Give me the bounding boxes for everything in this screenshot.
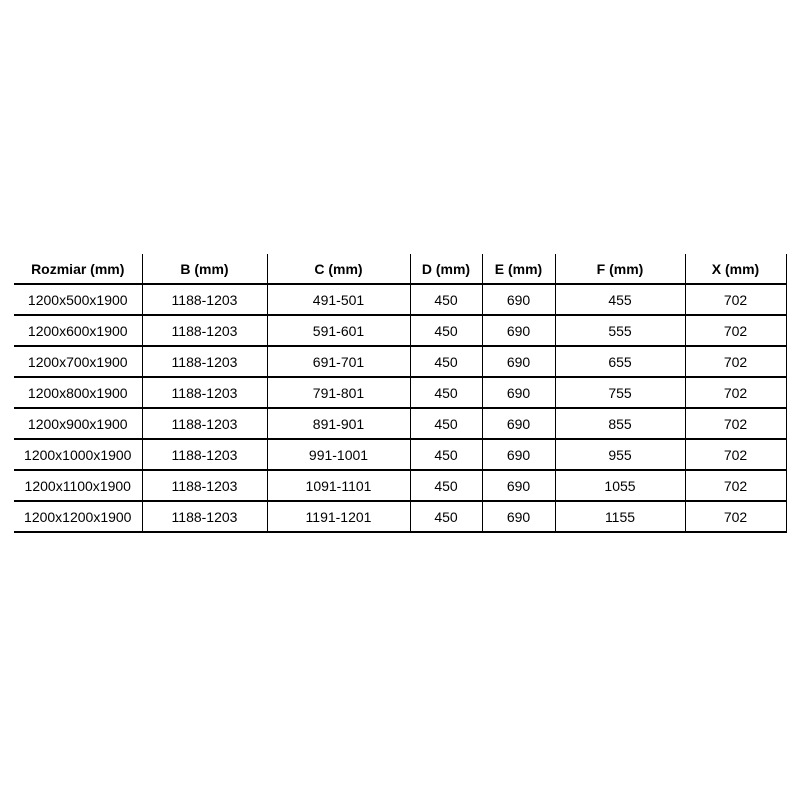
table-cell: 450 bbox=[410, 408, 482, 439]
column-header: F (mm) bbox=[555, 254, 685, 284]
table-cell: 1188-1203 bbox=[142, 315, 267, 346]
table-row bbox=[14, 284, 786, 315]
table-cell: 1200x500x1900 bbox=[14, 284, 142, 315]
table-cell: 702 bbox=[685, 284, 786, 315]
table-cell: 1188-1203 bbox=[142, 346, 267, 377]
table-body bbox=[14, 284, 786, 532]
table-cell: 450 bbox=[410, 439, 482, 470]
table-cell: 690 bbox=[482, 315, 555, 346]
table-cell: 1188-1203 bbox=[142, 470, 267, 501]
table-cell: 690 bbox=[482, 439, 555, 470]
table-cell: 1191-1201 bbox=[267, 501, 410, 532]
table-cell: 591-601 bbox=[267, 315, 410, 346]
table-cell: 690 bbox=[482, 377, 555, 408]
table-cell: 1091-1101 bbox=[267, 470, 410, 501]
table-head bbox=[14, 254, 786, 284]
table-row bbox=[14, 346, 786, 377]
column-header: B (mm) bbox=[142, 254, 267, 284]
column-header: Rozmiar (mm) bbox=[14, 254, 142, 284]
table-cell: 655 bbox=[555, 346, 685, 377]
table-cell: 1188-1203 bbox=[142, 408, 267, 439]
table-cell: 690 bbox=[482, 346, 555, 377]
column-header: C (mm) bbox=[267, 254, 410, 284]
table-cell: 1188-1203 bbox=[142, 284, 267, 315]
table-cell: 755 bbox=[555, 377, 685, 408]
table-cell: 702 bbox=[685, 315, 786, 346]
table-cell: 450 bbox=[410, 377, 482, 408]
table-cell: 690 bbox=[482, 470, 555, 501]
table-cell: 491-501 bbox=[267, 284, 410, 315]
table-cell: 1188-1203 bbox=[142, 439, 267, 470]
table-row bbox=[14, 439, 786, 470]
table-cell: 1188-1203 bbox=[142, 377, 267, 408]
table-cell: 702 bbox=[685, 501, 786, 532]
table-row bbox=[14, 470, 786, 501]
table-cell: 955 bbox=[555, 439, 685, 470]
table-row bbox=[14, 408, 786, 439]
table-cell: 690 bbox=[482, 284, 555, 315]
dimensions-spec-table bbox=[14, 254, 787, 533]
table-cell: 450 bbox=[410, 315, 482, 346]
column-header: E (mm) bbox=[482, 254, 555, 284]
table-cell: 690 bbox=[482, 501, 555, 532]
table-cell: 1200x600x1900 bbox=[14, 315, 142, 346]
table-cell: 1200x700x1900 bbox=[14, 346, 142, 377]
table-cell: 450 bbox=[410, 284, 482, 315]
table-cell: 1188-1203 bbox=[142, 501, 267, 532]
table-cell: 1200x900x1900 bbox=[14, 408, 142, 439]
table-cell: 891-901 bbox=[267, 408, 410, 439]
table-cell: 702 bbox=[685, 439, 786, 470]
table-cell: 555 bbox=[555, 315, 685, 346]
table-cell: 450 bbox=[410, 501, 482, 532]
table-row bbox=[14, 501, 786, 532]
column-header: X (mm) bbox=[685, 254, 786, 284]
table-cell: 1200x1100x1900 bbox=[14, 470, 142, 501]
table-cell: 855 bbox=[555, 408, 685, 439]
table-cell: 791-801 bbox=[267, 377, 410, 408]
table-cell: 455 bbox=[555, 284, 685, 315]
table-row bbox=[14, 315, 786, 346]
table-cell: 1155 bbox=[555, 501, 685, 532]
table-cell: 702 bbox=[685, 408, 786, 439]
header-row bbox=[14, 254, 786, 284]
table-cell: 1200x800x1900 bbox=[14, 377, 142, 408]
table-row bbox=[14, 377, 786, 408]
table-cell: 1200x1200x1900 bbox=[14, 501, 142, 532]
table-cell: 702 bbox=[685, 346, 786, 377]
table-cell: 1200x1000x1900 bbox=[14, 439, 142, 470]
table-cell: 702 bbox=[685, 470, 786, 501]
table-cell: 991-1001 bbox=[267, 439, 410, 470]
table-cell: 450 bbox=[410, 346, 482, 377]
table-cell: 702 bbox=[685, 377, 786, 408]
column-header: D (mm) bbox=[410, 254, 482, 284]
table-cell: 690 bbox=[482, 408, 555, 439]
table-cell: 1055 bbox=[555, 470, 685, 501]
table-cell: 691-701 bbox=[267, 346, 410, 377]
table-cell: 450 bbox=[410, 470, 482, 501]
